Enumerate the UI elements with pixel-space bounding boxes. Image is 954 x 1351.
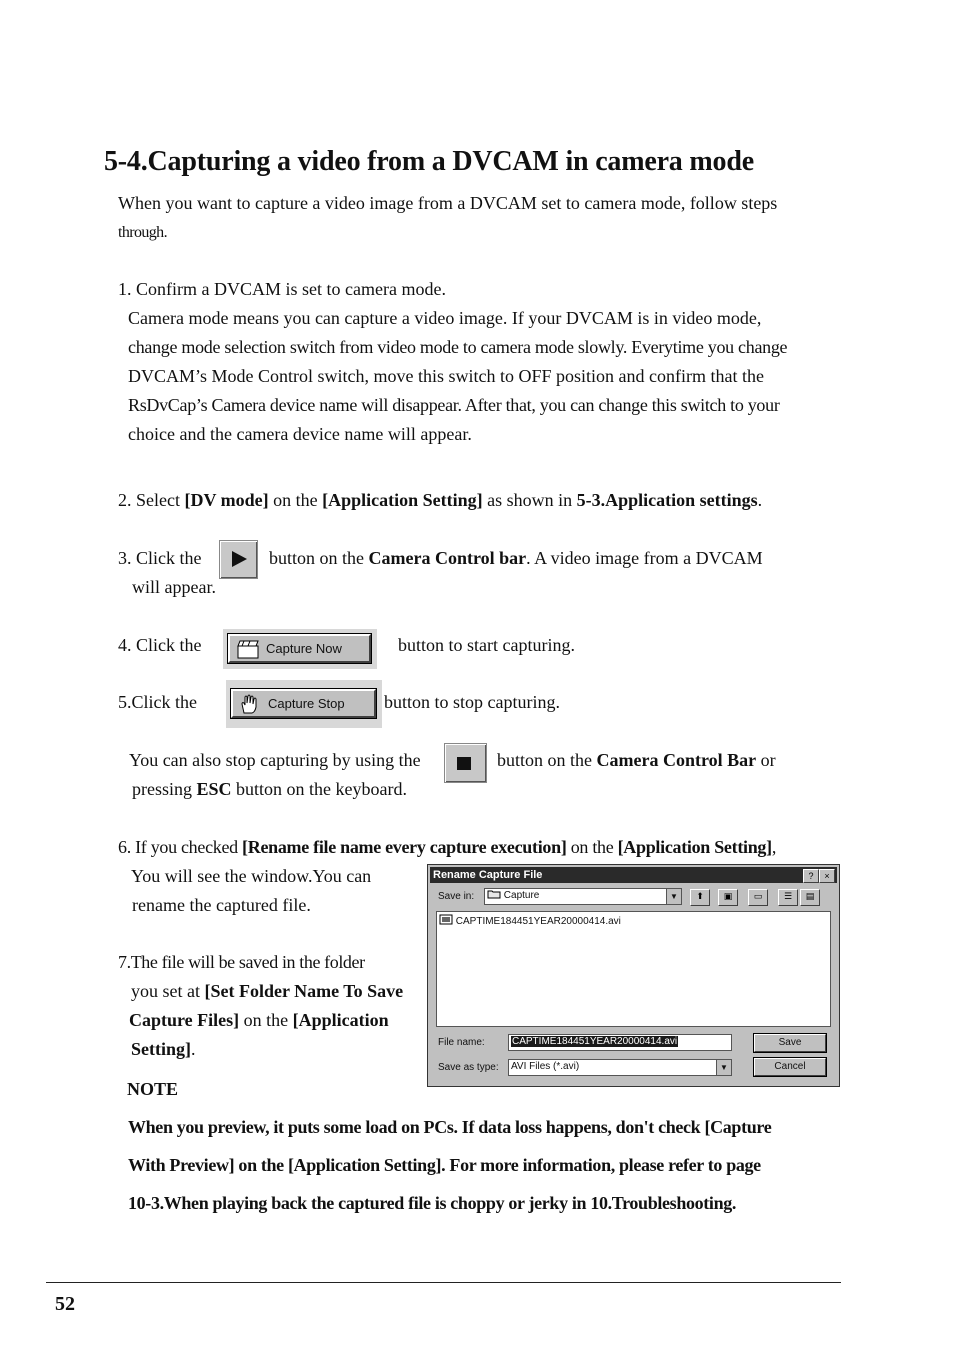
note-line-3: 10-3.When playing back the captured file is choppy or jerky in 10.Troubleshooting. — [128, 1193, 737, 1213]
list-view-icon[interactable]: ☰ — [778, 889, 798, 906]
capture-stop-button[interactable] — [231, 689, 376, 718]
save-in-label: Save in: — [438, 891, 475, 902]
capture-now-frame — [223, 629, 377, 669]
step1-title: 1. Confirm a DVCAM is set to camera mode. — [118, 279, 446, 299]
step3-part: button on the — [269, 548, 369, 568]
page-title: 5-4.Capturing a video from a DVCAM in camera mode — [104, 146, 754, 177]
chevron-down-icon[interactable]: ▼ — [716, 1060, 731, 1075]
file-name-value: CAPTIME184451YEAR20000414.avi — [512, 1036, 678, 1047]
camera-control-bar-ref: Camera Control bar — [368, 548, 527, 568]
desktop-icon[interactable]: ▣ — [718, 889, 738, 906]
step6-part: on the — [566, 837, 618, 857]
step2-part: . — [757, 490, 763, 510]
application-setting-ref: [Application — [292, 1010, 389, 1030]
step3-prefix: 3. Click the — [118, 548, 202, 568]
step5-suffix: button to stop capturing. — [384, 692, 560, 712]
application-setting-ref: [Application Setting] — [617, 837, 772, 857]
capture-now-button[interactable] — [228, 634, 371, 663]
save-type-select[interactable] — [508, 1059, 732, 1076]
step1-line-3: change mode selection switch from video mode to camera mode slowly. Everytime you change — [128, 337, 788, 357]
stop-note-text — [497, 746, 776, 775]
clapperboard-icon — [235, 639, 261, 659]
stop-note-line-2 — [132, 775, 407, 804]
file-name-input[interactable] — [508, 1034, 732, 1051]
step4-prefix: 4. Click the — [118, 635, 202, 655]
save-in-value: Capture — [503, 890, 540, 901]
step3-line-2: will appear. — [132, 577, 216, 597]
file-item-name: CAPTIME184451YEAR20000414.avi — [455, 916, 621, 927]
esc-key-ref: ESC — [196, 779, 232, 799]
stop-note-prefix: You can also stop capturing by using the — [129, 750, 421, 770]
step2-part: 2. Select — [118, 490, 185, 510]
capture-stop-label: Capture Stop — [268, 696, 345, 711]
video-file-icon — [439, 914, 453, 925]
file-list[interactable] — [436, 911, 831, 1027]
step6-line-1 — [118, 833, 776, 862]
save-type-label: Save as type: — [438, 1062, 499, 1073]
step7-line-2 — [131, 977, 403, 1006]
play-icon — [220, 541, 257, 578]
intro-line-1: When you want to capture a video image from a DVCAM set to camera mode, follow steps — [118, 193, 778, 213]
up-folder-icon[interactable]: ⬆ — [690, 889, 710, 906]
folder-icon — [487, 889, 501, 899]
step2-part: on the — [268, 490, 323, 510]
details-view-icon[interactable]: ▤ — [800, 889, 820, 906]
stop-note-part: button on the keyboard. — [231, 779, 407, 799]
step1-line-6: choice and the camera device name will appear. — [128, 424, 472, 444]
step7-part: on the — [239, 1010, 293, 1030]
file-item[interactable] — [439, 914, 830, 929]
step7-line-4 — [131, 1035, 196, 1064]
hand-icon — [238, 693, 262, 715]
new-folder-icon[interactable]: ▭ — [748, 889, 768, 906]
step6-line-3: rename the captured file. — [132, 895, 311, 915]
dialog-title: Rename Capture File — [433, 869, 543, 881]
step5-prefix: 5.Click the — [118, 692, 197, 712]
page-number: 52 — [55, 1293, 75, 1315]
stop-icon — [445, 744, 486, 782]
stop-note-part: pressing — [132, 779, 197, 799]
stop-note-part: button on the — [497, 750, 597, 770]
rename-option-ref: [Rename file name every capture execution] — [242, 837, 567, 857]
save-in-select[interactable] — [484, 888, 682, 905]
step4-suffix: button to start capturing. — [398, 635, 575, 655]
intro-line-2: through. — [118, 224, 167, 241]
step1-line-4: DVCAM’s Mode Control switch, move this switch to OFF position and confirm that the — [128, 366, 764, 386]
step7-part: you set at — [131, 981, 205, 1001]
step3-part: . A video image from a DVCAM — [526, 548, 763, 568]
note-line-2: With Preview] on the [Application Setting]. For more information, please refer to page — [128, 1155, 761, 1175]
cancel-button[interactable]: Cancel — [754, 1058, 826, 1076]
close-button[interactable]: × — [819, 869, 835, 883]
step6-part: , — [771, 837, 777, 857]
step6-part: 6. If you checked — [118, 837, 243, 857]
save-button[interactable]: Save — [754, 1034, 826, 1052]
stop-note-part: or — [756, 750, 776, 770]
application-setting-ref: Setting] — [131, 1039, 191, 1059]
chevron-down-icon[interactable]: ▼ — [666, 889, 681, 904]
step6-line-2: You will see the window.You can — [131, 866, 372, 886]
help-button[interactable]: ? — [803, 869, 819, 883]
step2-part: as shown in — [482, 490, 577, 510]
step1-line-2: Camera mode means you can capture a video image. If your DVCAM is in video mode, — [128, 308, 762, 328]
rename-capture-file-dialog — [427, 864, 840, 1087]
save-type-value: AVI Files (*.avi) — [511, 1061, 580, 1072]
set-folder-ref: [Set Folder Name To Save — [204, 981, 404, 1001]
dialog-title-bar — [430, 867, 837, 883]
step7-part: . — [191, 1039, 196, 1059]
file-name-label: File name: — [438, 1037, 485, 1048]
step3-text — [269, 544, 763, 573]
camera-control-bar-ref: Camera Control Bar — [596, 750, 757, 770]
capture-now-label: Capture Now — [266, 641, 342, 656]
section-ref: 5-3.Application settings — [576, 490, 758, 510]
step7-line-3 — [129, 1006, 389, 1035]
step1-line-5: RsDvCap’s Camera device name will disappear. After that, you can change this switch to your — [128, 395, 780, 415]
note-title: NOTE — [127, 1079, 179, 1099]
play-button[interactable] — [219, 540, 258, 579]
set-folder-ref: Capture Files] — [129, 1010, 240, 1030]
step7-line-1: 7.The file will be saved in the folder — [118, 952, 365, 972]
step2-text — [118, 486, 762, 515]
footer-divider — [46, 1282, 841, 1283]
capture-stop-frame — [226, 680, 382, 728]
note-line-1: When you preview, it puts some load on PCs. If data loss happens, don't check [Capture — [128, 1117, 772, 1137]
application-setting-ref: [Application Setting] — [322, 490, 483, 510]
stop-button[interactable] — [444, 743, 487, 783]
dv-mode-ref: [DV mode] — [184, 490, 269, 510]
